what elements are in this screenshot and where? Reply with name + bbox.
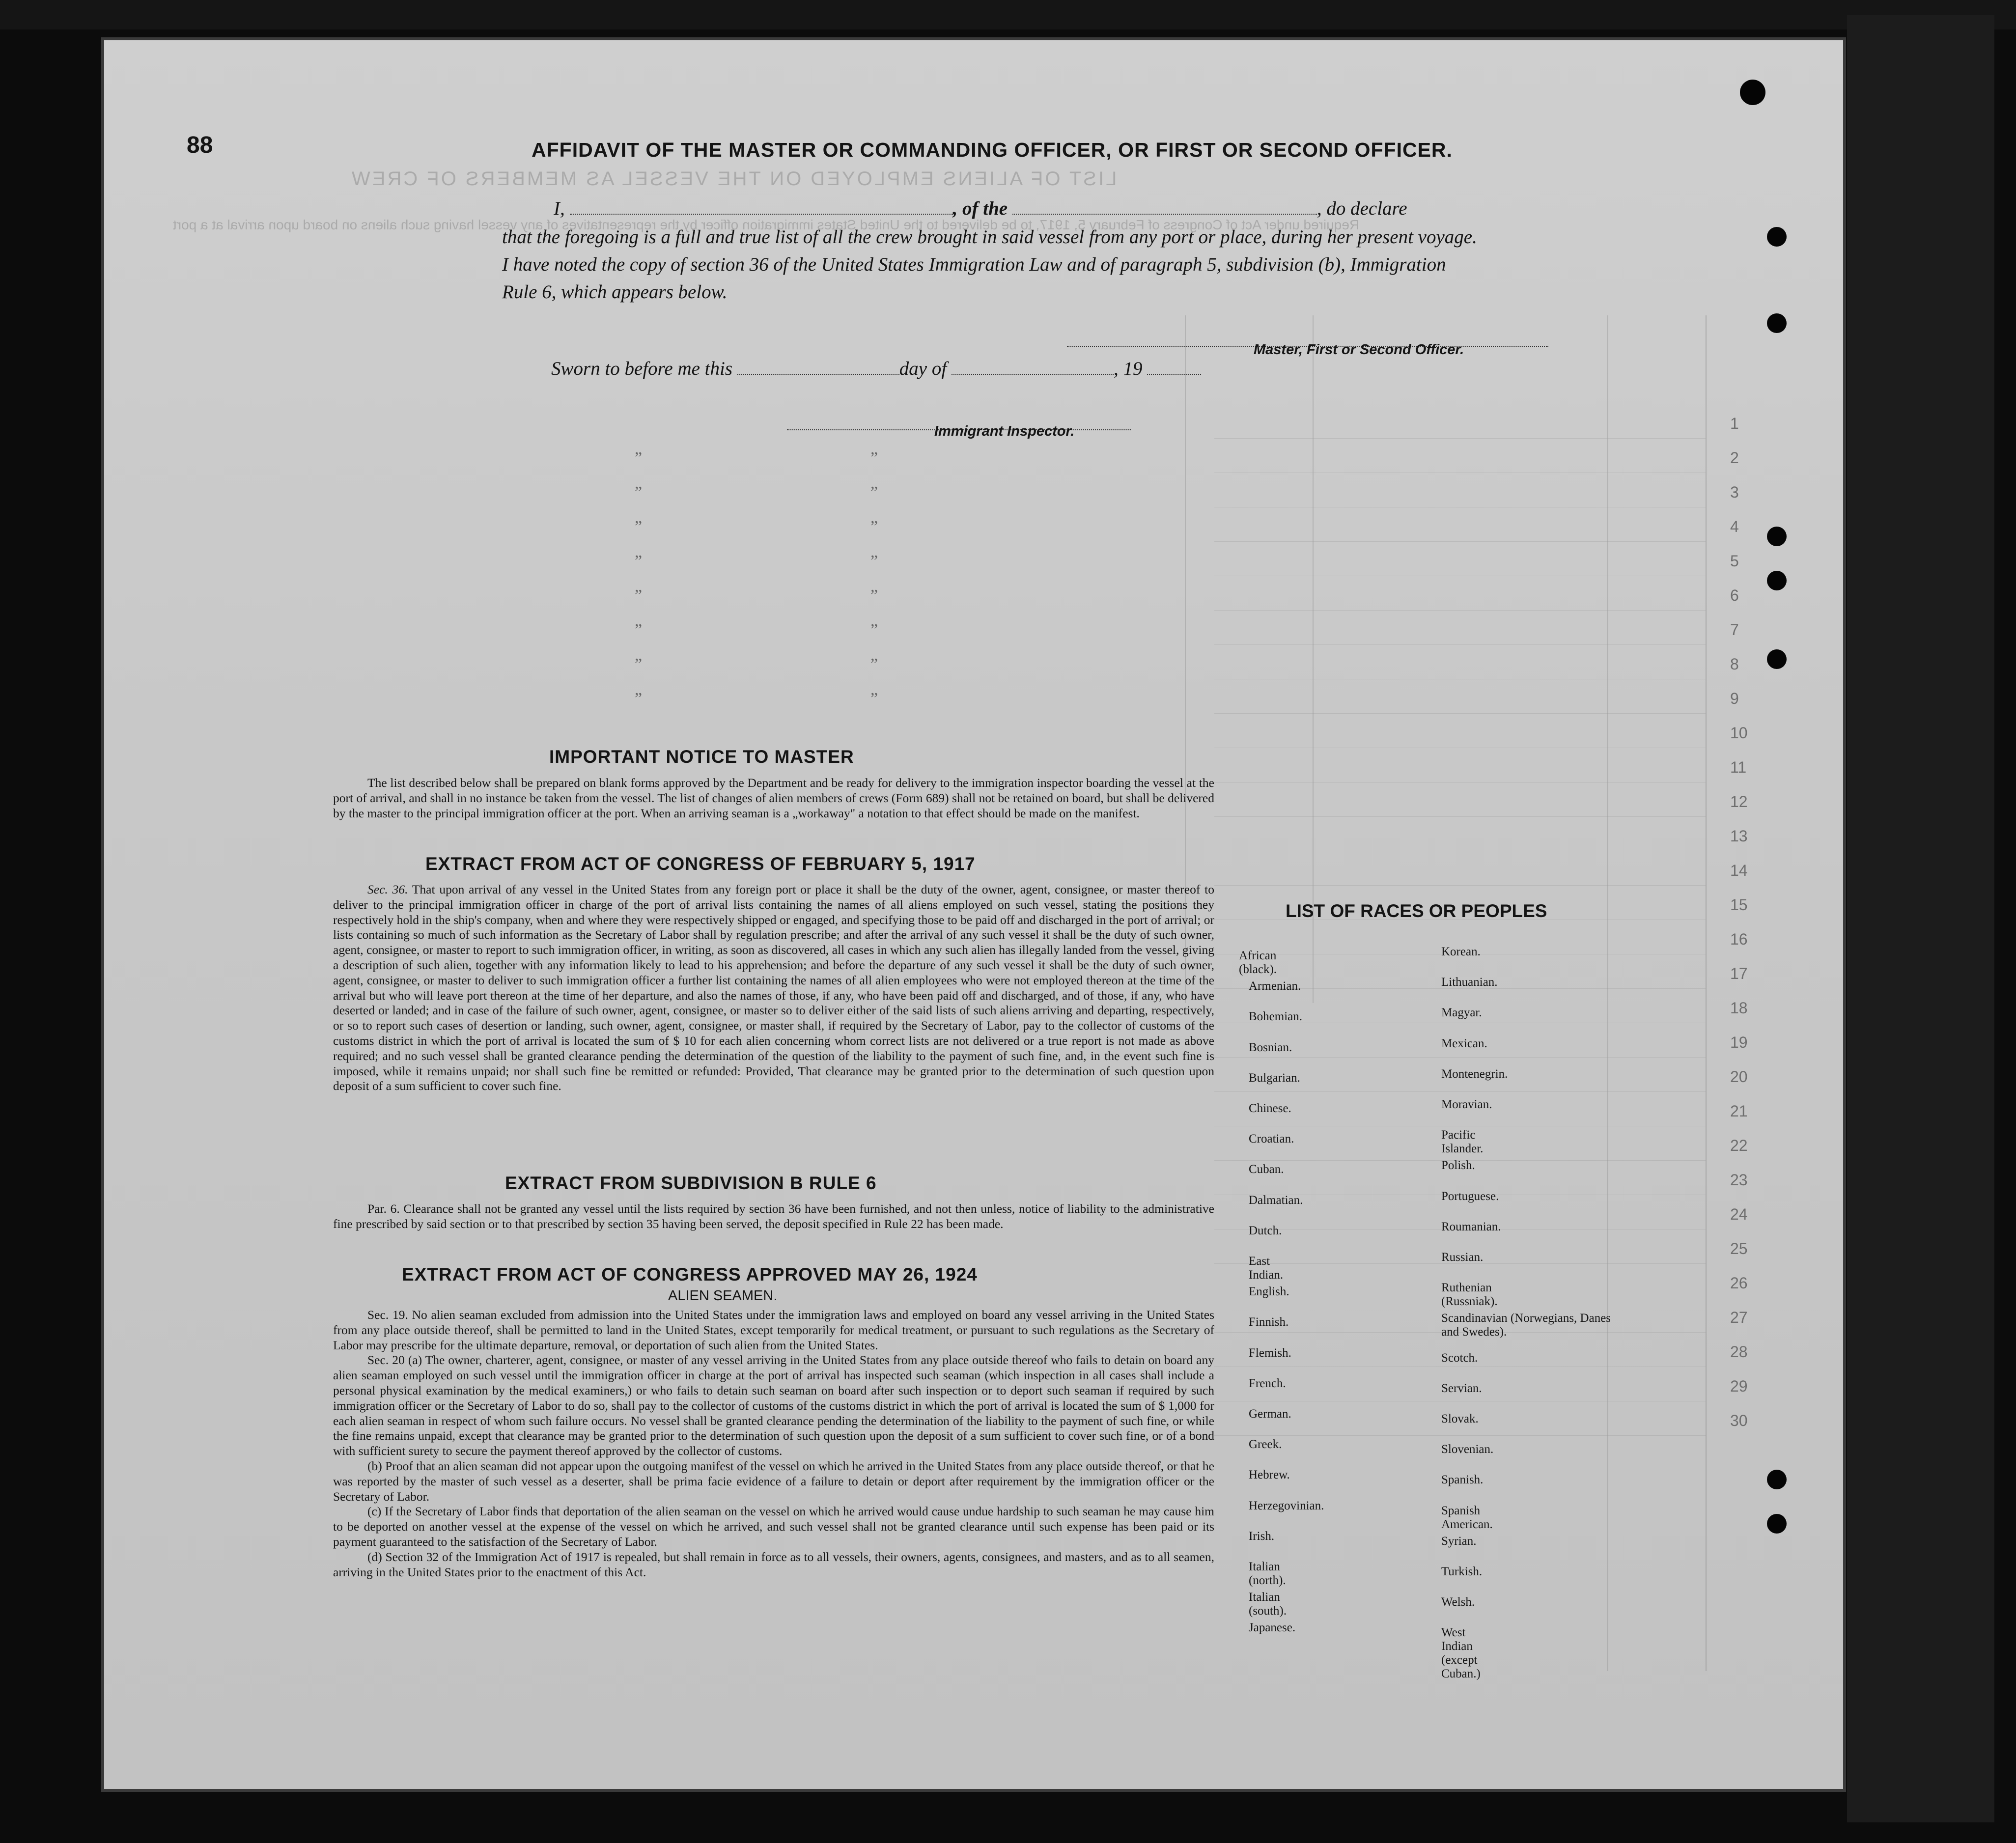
master-caption: Master, First or Second Officer. [1254,342,1464,358]
extract-1924-sec20a: Sec. 20 (a) The owner, charterer, agent, consignee, or master of any vessel arriving in the United States from any place outside thereof who fails to detain on board any alien seaman employed on such vessel until the immigration officer in charge at the port of arrival has inspected such seaman (which inspection in all cases shall include a personal physical examination by the medical examiners,) or who fails to detain such seaman on board after such inspection or to deport such seaman if required by such immigration officer or the Secretary of Labor to do so, shall pay to the collector of customs of the customs district in which the port of arrival is located the sum of $ 1,000 for each alien seaman in respect of whom such failure occurs. No vessel shall be granted clearance pending the determination of the liability to the payment of such fine, or while the fine remains unpaid, except that clearance may be granted prior to the determination of such question upon the deposit of a sum sufficient to cover such fine, or of a bond with sufficient surety to secure the payment thereof approved by the collector of customs. [333,1353,1214,1458]
ghost-ledger-subheader: Required under Act of Congress of February 5, 1917, to be delivered to the United States immigration officer by the representatives of any vessel having such aliens on board upon arrival at a port [173,217,1360,232]
race-item: English. [1249,1285,1289,1299]
ghost-row-rule [1214,816,1706,817]
ghost-ditto-mark: ” [870,552,878,570]
race-item: Bohemian. [1249,1010,1303,1024]
ghost-ditto-mark: ” [870,621,878,639]
affidavit-title: AFFIDAVIT OF THE MASTER OR COMMANDING OFFICER, OR FIRST OR SECOND OFFICER. [532,139,1453,161]
sworn-year: , 19 [1113,358,1143,379]
race-item: French. [1249,1376,1286,1390]
race-item: Pacific Islander. [1441,1128,1484,1156]
race-item: Irish. [1249,1529,1275,1543]
race-item: Moravian. [1441,1098,1492,1111]
ghost-row-number: 26 [1730,1274,1748,1292]
binder-hole [1767,313,1787,333]
ghost-row-number: 27 [1730,1309,1748,1326]
ghost-row-number: 11 [1730,758,1747,776]
ghost-row-number: 12 [1730,793,1748,810]
race-item: Dalmatian. [1249,1193,1303,1207]
ghost-row-number: 28 [1730,1343,1748,1361]
ghost-row-rule [1214,1091,1706,1092]
extract-1924-body [333,1308,1214,1580]
ghost-row-rule [1214,610,1706,611]
affidavit-line-1 [554,197,1407,220]
race-item: Slovak. [1441,1412,1479,1425]
binder-hole [1767,1514,1787,1534]
race-item: Japanese. [1249,1621,1296,1635]
notice-text: The list described below shall be prepared on blank forms approved by the Department and be ready for delivery to the immigration inspector boarding the vessel at the port of arrival, and shall in no instance be taken from the vessel. The list of changes of alien members of crews (Form 689) shall not be retained on board, but shall be delivered by the master to the principal immigration officer at the port. When an arriving seaman is a „workaway" a notation to that effect should be made on the manifest. [333,776,1214,820]
extract-1924-sec20b: (b) Proof that an alien seaman did not appear upon the outgoing manifest of the vessel on which he arrived in the United States from any place outside thereof, or that he was reported by the master of such vessel as a deserter, shall be prima facie evidence of a failure to detain or deport after requirement by the immigration officer or the Secretary of Labor. [333,1458,1214,1504]
race-item: Welsh. [1441,1595,1475,1609]
ghost-ditto-mark: ” [635,655,643,673]
race-item: Italian (north). [1249,1560,1286,1587]
binder-hole [1767,1470,1787,1489]
binder-hole [1740,80,1765,105]
race-item: Armenian. [1249,979,1301,993]
race-item: Scandinavian (Norwegians, Danes and Swedes). [1441,1312,1611,1339]
ghost-row-number: 15 [1730,896,1748,914]
binder-hole [1767,527,1787,546]
ghost-ditto-mark: ” [635,483,643,502]
race-item: Servian. [1441,1381,1482,1395]
extract-1924-subtitle: ALIEN SEAMEN. [668,1288,778,1304]
extract-rule6-body [333,1201,1214,1232]
race-item: Croatian. [1249,1132,1294,1146]
binder-hole [1767,227,1787,247]
ghost-row-number: 9 [1730,690,1739,707]
ghost-row-rule [1214,1435,1706,1436]
ghost-ditto-mark: ” [635,690,643,708]
ghost-row-number: 1 [1730,415,1739,432]
affidavit-line-4: Rule 6, which appears below. [502,281,728,303]
ghost-row-rule [1214,885,1706,886]
scan-background-edge [0,0,2016,29]
extract-rule6-title: EXTRACT FROM SUBDIVISION B RULE 6 [505,1173,877,1193]
ghost-column-line [1706,315,1707,1671]
race-item: Bulgarian. [1249,1071,1300,1085]
race-item: Finnish. [1249,1315,1289,1329]
ghost-row-number: 16 [1730,930,1748,948]
scan-background-edge-right [1847,15,1994,1822]
ghost-row-rule [1214,438,1706,439]
ghost-row-rule [1214,541,1706,542]
extract-rule6-text: Par. 6. Clearance shall not be granted any vessel until the lists required by section 36 have been furnished, and not then unless, notice of liability to the administrative fine prescribed by said section or to that prescribed by section 35 having been served, the deposit specified in Rule 22 has been made. [333,1201,1214,1231]
race-item: Roumanian. [1441,1220,1501,1233]
ghost-row-number: 29 [1730,1377,1748,1395]
ghost-ditto-mark: ” [870,483,878,502]
ghost-ditto-mark: ” [870,655,878,673]
race-item: Mexican. [1441,1036,1487,1050]
ghost-row-number: 13 [1730,827,1748,845]
race-item: West Indian (except Cuban.) [1441,1626,1481,1681]
ghost-ditto-mark: ” [870,518,878,536]
sworn-month-field[interactable] [952,358,1114,375]
binder-hole [1767,649,1787,669]
race-item: Dutch. [1249,1224,1282,1237]
ghost-ditto-mark: ” [635,518,643,536]
race-item: Polish. [1441,1159,1475,1173]
ghost-row-rule [1214,713,1706,714]
ghost-row-number: 4 [1730,518,1739,535]
race-item: Italian (south). [1249,1591,1287,1618]
race-item: African (black). [1239,949,1277,976]
ghost-row-number: 3 [1730,483,1739,501]
race-item: Bosnian. [1249,1040,1292,1054]
ghost-row-rule [1214,1057,1706,1058]
race-item: Spanish. [1441,1473,1484,1487]
extract-1917-title: EXTRACT FROM ACT OF CONGRESS OF FEBRUARY 5, 1917 [425,854,976,874]
declarant-name-field[interactable] [570,198,953,215]
race-item: Syrian. [1441,1534,1477,1548]
ghost-row-number: 19 [1730,1033,1748,1051]
ghost-ditto-mark: ” [635,449,643,467]
race-item: Flemish. [1249,1346,1291,1360]
race-item: Lithuanian. [1441,976,1498,989]
ghost-ditto-mark: ” [635,552,643,570]
sworn-line [551,358,1201,380]
race-item: Spanish American. [1441,1504,1493,1531]
ghost-row-number: 5 [1730,552,1739,570]
sworn-start: Sworn to before me this [551,358,733,379]
affidavit-of-the: , of the [952,198,1008,219]
races-title: LIST OF RACES OR PEOPLES [1286,901,1547,921]
affidavit-i: I, [554,198,565,219]
ghost-row-number: 25 [1730,1240,1748,1257]
ghost-row-number: 18 [1730,999,1748,1017]
sworn-day-of: day of [899,358,947,379]
race-item: Cuban. [1249,1163,1284,1176]
ghost-row-number: 21 [1730,1102,1748,1120]
race-item: Herzegovinian. [1249,1499,1324,1512]
ghost-ditto-mark: ” [870,449,878,467]
race-item: Turkish. [1441,1565,1483,1578]
race-item: Montenegrin. [1441,1067,1508,1081]
ghost-row-number: 30 [1730,1412,1748,1429]
inspector-caption: Immigrant Inspector. [934,423,1075,439]
ghost-ditto-mark: ” [870,586,878,605]
ghost-column-line [1313,315,1314,1003]
extract-1917-sec-label: Sec. 36. [367,882,408,896]
page-number: 88 [187,132,213,158]
extract-1924-sec19: Sec. 19. No alien seaman excluded from admission into the United States under the immigration laws and employed on board any vessel arriving in the United States from any place outside thereof, shall be permitted to land in the United States, except temporarily for medical treatment, or pursuant to such regulations as the Secretary of Labor may prescribe for the ultimate departure, removal, or deportation of such alien from the United States. [333,1308,1214,1352]
sworn-day-field[interactable] [737,358,899,375]
affidavit-line-2: that the foregoing is a full and true list of all the crew brought in said vessel from any port or place, during her present voyage. [502,226,1477,248]
notice-body [333,776,1214,821]
race-item: Scotch. [1441,1351,1478,1365]
ghost-row-number: 20 [1730,1068,1748,1086]
ghost-row-number: 6 [1730,586,1739,604]
affidavit-line-3: I have noted the copy of section 36 of the United States Immigration Law and of paragraph 5, subdivision (b), Immigration [502,254,1446,275]
race-item: Magyar. [1441,1006,1482,1020]
race-item: German. [1249,1407,1291,1421]
race-item: Chinese. [1249,1102,1291,1115]
race-item: Portuguese. [1441,1189,1499,1203]
race-item: Hebrew. [1249,1468,1290,1482]
ghost-ledger-header: LIST OF ALIENS EMPLOYED ON THE VESSEL AS MEMBERS OF CREW [350,168,1117,190]
extract-1917-text: That upon arrival of any vessel in the United States from any foreign port or place it shall be the duty of the owner, agent, consignee, or master thereof to deliver to the principal immigration officer in charge of the port of arrival lists containing the names of all aliens employed on such vessel, stating the positions they respectively hold in the ship's company, when and where they were respectively shipped or engaged, and specifying those to be paid off and discharged in the port of arrival; or lists containing so much of such information as the Secretary of Labor shall by regulation prescribe; and after the arrival of any such vessel it shall be the duty of such owner, agent, consignee, or master to report to such immigration officer, in writing, as soon as discovered, all cases in which any such alien has illegally landed from the vessel, giving a description of such alien, together with any information likely to lead to his apprehension; and before the departure of any such vessel it shall be the duty of such owner, agent, consignee, or master to deliver to such immigration officer a further list containing the names of all alien employees who were not employed thereon at the time of the arrival but who will leave port thereon at the time of her departure, and also the names of those, if any, who have been paid off and discharged, and of those, if any, who have deserted or landed; and in case of the failure of such owner, agent, consignee, or master so to deliver either of the said lists of such aliens arriving and departing, respectively, or so to report such cases of desertion or landing, such owner, agent, consignee, or master shall, if required by the Secretary of Labor, pay to the collector of customs of the customs district in which the port of arrival is located the sum of $ 10 for each alien concerning whom correct lists are not delivered or a true report is not made as above required; and no such vessel shall be granted clearance pending the determination of the question of the liability to the payment of such fine, and, in the event such fine is imposed, while it remains unpaid; nor shall such fine be remitted or refunded: Provided, That clearance may be granted prior to the determination of such question upon deposit of a sum sufficient to cover such fine. [333,882,1214,1093]
ghost-row-number: 24 [1730,1205,1748,1223]
ghost-row-number: 10 [1730,724,1748,742]
ghost-row-number: 23 [1730,1171,1748,1189]
race-item: Ruthenian (Russniak). [1441,1281,1498,1309]
race-item: East Indian. [1249,1255,1284,1282]
race-item: Greek. [1249,1438,1282,1452]
ghost-row-number: 7 [1730,621,1739,639]
ghost-row-rule [1214,644,1706,645]
ghost-row-number: 14 [1730,862,1748,879]
notice-title: IMPORTANT NOTICE TO MASTER [549,747,854,767]
ghost-ditto-mark: ” [635,586,643,605]
ghost-row-number: 8 [1730,655,1739,673]
race-item: Slovenian. [1441,1443,1494,1456]
document-sheet [104,40,1843,1789]
ghost-row-number: 2 [1730,449,1739,467]
ghost-row-number: 17 [1730,965,1748,982]
extract-1924-sec20c: (c) If the Secretary of Labor finds that deportation of the alien seaman on the vessel on which he arrived would cause undue hardship to such seaman he may cause him to be deported on another vessel at the expense of the vessel on which he arrived, and such vessel shall not be granted clearance until such expense has been paid or its payment guaranteed to the satisfaction of the Secretary of Labor. [333,1504,1214,1549]
extract-1924-title: EXTRACT FROM ACT OF CONGRESS APPROVED MAY 26, 1924 [402,1264,978,1285]
ghost-column-line [1607,315,1608,1671]
extract-1917-body [333,882,1214,1094]
ghost-row-number: 22 [1730,1137,1748,1154]
vessel-name-field[interactable] [1012,198,1317,215]
affidavit-do-declare: , do declare [1316,198,1407,219]
sworn-year-field[interactable] [1147,358,1201,375]
race-item: Russian. [1441,1251,1484,1264]
extract-1924-sec20d: (d) Section 32 of the Immigration Act of 1917 is repealed, but shall remain in force as to all vessels, their owners, agents, consignees, and masters, and as to all seamen, arriving in the United States prior to the enactment of this Act. [333,1549,1214,1579]
binder-hole [1767,571,1787,590]
ghost-ditto-mark: ” [870,690,878,708]
race-item: Korean. [1441,945,1481,958]
ghost-ditto-mark: ” [635,621,643,639]
